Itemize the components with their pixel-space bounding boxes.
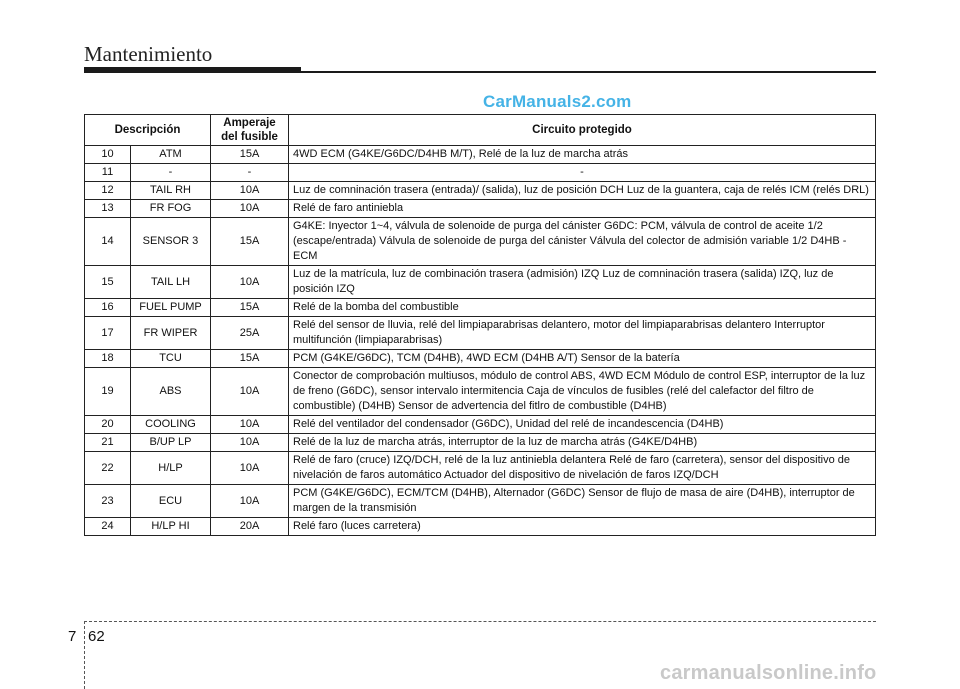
table-row bbox=[85, 434, 876, 452]
fuse-circuit: Relé de la luz de marcha atrás, interruptor de la luz de marcha atrás (G4KE/D4HB) bbox=[289, 434, 876, 452]
table-row bbox=[85, 164, 876, 182]
fuse-circuit: Relé del sensor de lluvia, relé del limpiaparabrisas delantero, motor del limpiaparabrisas delantero Interruptor multifunción (limpiaparabrisas) bbox=[289, 317, 876, 350]
table-row bbox=[85, 350, 876, 368]
header-rule-thick bbox=[84, 67, 301, 73]
fuse-number: 10 bbox=[85, 146, 131, 164]
table-row bbox=[85, 452, 876, 485]
table-header-row bbox=[85, 115, 876, 146]
fuse-description: TAIL RH bbox=[131, 182, 211, 200]
table-row bbox=[85, 518, 876, 536]
fuse-description: H/LP HI bbox=[131, 518, 211, 536]
fuse-circuit: G4KE: Inyector 1~4, válvula de solenoide de purga del cánister G6DC: PCM, válvula de control de aceite 1/2 (escape/entrada) Válvula de solenoide de purga del cánister Válvula del colector de admisión variable 1/2 D4HB - ECM bbox=[289, 218, 876, 266]
header-description: Descripción bbox=[85, 115, 211, 146]
footer-rule bbox=[84, 621, 876, 622]
fuse-description: SENSOR 3 bbox=[131, 218, 211, 266]
header-circuit: Circuito protegido bbox=[289, 115, 876, 146]
fuse-description: ABS bbox=[131, 368, 211, 416]
fuse-amperage: 25A bbox=[211, 317, 289, 350]
fuse-number: 21 bbox=[85, 434, 131, 452]
fuse-circuit: PCM (G4KE/G6DC), ECM/TCM (D4HB), Alternador (G6DC) Sensor de flujo de masa de aire (D4HB), interruptor de margen de la transmisión bbox=[289, 485, 876, 518]
fuse-circuit: Relé de faro (cruce) IZQ/DCH, relé de la luz antiniebla delantera Relé de faro (carretera), sensor del dispositivo de nivelación de faros automático Actuador del dispositivo de nivelación de faros IZQ/DCH bbox=[289, 452, 876, 485]
fuse-description: TAIL LH bbox=[131, 266, 211, 299]
header-rule-thin bbox=[301, 71, 876, 73]
fuse-circuit: Relé del ventilador del condensador (G6DC), Unidad del relé de incandescencia (D4HB) bbox=[289, 416, 876, 434]
table-row bbox=[85, 299, 876, 317]
fuse-description: ECU bbox=[131, 485, 211, 518]
fuse-circuit: PCM (G4KE/G6DC), TCM (D4HB), 4WD ECM (D4HB A/T) Sensor de la batería bbox=[289, 350, 876, 368]
fuse-description: ATM bbox=[131, 146, 211, 164]
fuse-number: 19 bbox=[85, 368, 131, 416]
table-row bbox=[85, 146, 876, 164]
fuse-circuit: Relé faro (luces carretera) bbox=[289, 518, 876, 536]
header-amperage: Amperaje del fusible bbox=[211, 115, 289, 146]
fuse-number: 22 bbox=[85, 452, 131, 485]
fuse-amperage: 10A bbox=[211, 452, 289, 485]
fuse-amperage: 10A bbox=[211, 485, 289, 518]
fuse-amperage: 15A bbox=[211, 146, 289, 164]
fuse-number: 17 bbox=[85, 317, 131, 350]
fuse-description: - bbox=[131, 164, 211, 182]
fuse-table bbox=[84, 114, 876, 536]
fuse-circuit: 4WD ECM (G4KE/G6DC/D4HB M/T), Relé de la luz de marcha atrás bbox=[289, 146, 876, 164]
fuse-description: FR WIPER bbox=[131, 317, 211, 350]
table-row bbox=[85, 182, 876, 200]
fuse-number: 13 bbox=[85, 200, 131, 218]
fuse-description: TCU bbox=[131, 350, 211, 368]
page-title: Mantenimiento bbox=[84, 42, 213, 66]
fuse-description: FUEL PUMP bbox=[131, 299, 211, 317]
fuse-number: 24 bbox=[85, 518, 131, 536]
fuse-circuit: Relé de la bomba del combustible bbox=[289, 299, 876, 317]
fuse-amperage: 10A bbox=[211, 434, 289, 452]
chapter-number: 7 bbox=[68, 628, 77, 645]
page-number: 62 bbox=[88, 628, 105, 645]
fuse-circuit: Luz de la matrícula, luz de combinación trasera (admisión) IZQ Luz de comninación trasera (salida) IZQ, luz de posición IZQ bbox=[289, 266, 876, 299]
fuse-circuit: Relé de faro antiniebla bbox=[289, 200, 876, 218]
fuse-number: 12 bbox=[85, 182, 131, 200]
fuse-number: 14 bbox=[85, 218, 131, 266]
fuse-number: 18 bbox=[85, 350, 131, 368]
fuse-amperage: - bbox=[211, 164, 289, 182]
fuse-description: B/UP LP bbox=[131, 434, 211, 452]
fuse-amperage: 15A bbox=[211, 299, 289, 317]
table-row bbox=[85, 317, 876, 350]
table-row bbox=[85, 218, 876, 266]
fuse-amperage: 10A bbox=[211, 182, 289, 200]
fuse-number: 15 bbox=[85, 266, 131, 299]
watermark-top: CarManuals2.com bbox=[483, 92, 632, 111]
fuse-circuit: - bbox=[289, 164, 876, 182]
fuse-circuit: Luz de comninación trasera (entrada)/ (salida), luz de posición DCH Luz de la guantera, caja de relés ICM (relés DRL) bbox=[289, 182, 876, 200]
fuse-number: 20 bbox=[85, 416, 131, 434]
fuse-description: COOLING bbox=[131, 416, 211, 434]
table-row bbox=[85, 200, 876, 218]
fuse-number: 11 bbox=[85, 164, 131, 182]
fuse-amperage: 10A bbox=[211, 416, 289, 434]
fuse-amperage: 10A bbox=[211, 200, 289, 218]
watermark-bottom: carmanualsonline.info bbox=[660, 662, 877, 684]
table-row bbox=[85, 485, 876, 518]
fuse-circuit: Conector de comprobación multiusos, módulo de control ABS, 4WD ECM Módulo de control ESP, interruptor de la luz de freno (G6DC), sensor intervalo intermitencia Caja de vínculos de fusibles (relé del calefactor del filtro de combustible) (D4HB) Sensor de advertencia del fitlro de combustible (D4HB) bbox=[289, 368, 876, 416]
fuse-amperage: 15A bbox=[211, 350, 289, 368]
fuse-amperage: 10A bbox=[211, 368, 289, 416]
table-row bbox=[85, 416, 876, 434]
footer-divider bbox=[84, 621, 85, 689]
fuse-description: FR FOG bbox=[131, 200, 211, 218]
fuse-amperage: 10A bbox=[211, 266, 289, 299]
table-row bbox=[85, 368, 876, 416]
fuse-description: H/LP bbox=[131, 452, 211, 485]
table-row bbox=[85, 266, 876, 299]
fuse-number: 16 bbox=[85, 299, 131, 317]
fuse-amperage: 20A bbox=[211, 518, 289, 536]
fuse-amperage: 15A bbox=[211, 218, 289, 266]
fuse-number: 23 bbox=[85, 485, 131, 518]
